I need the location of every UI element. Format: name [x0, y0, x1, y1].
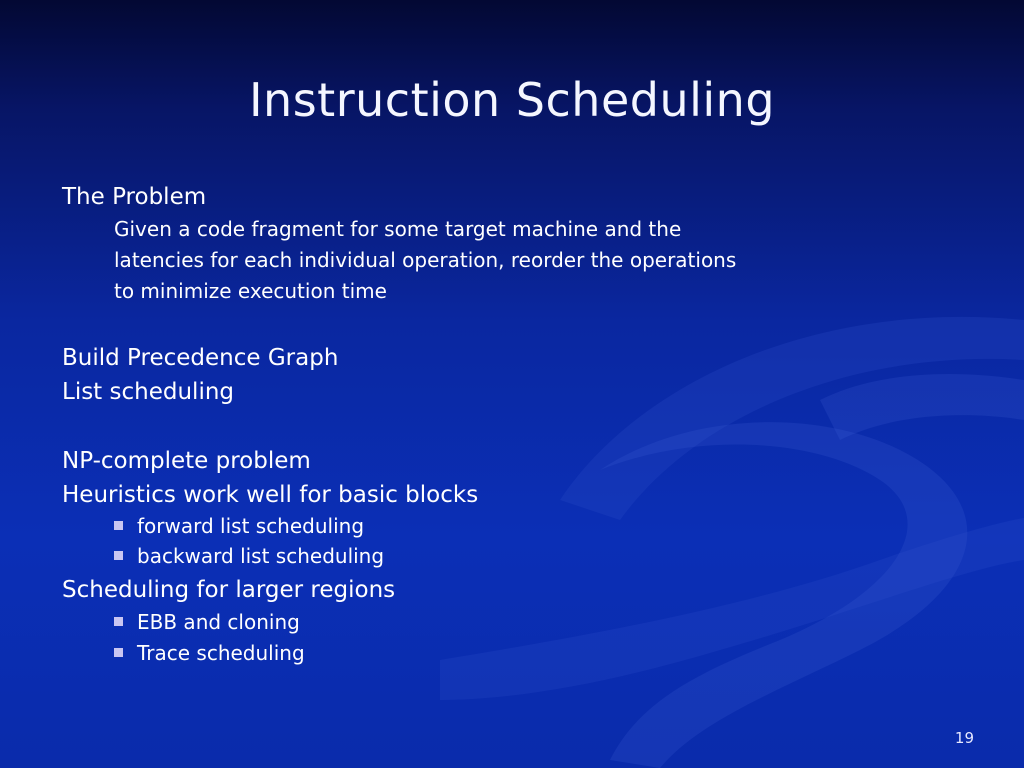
square-bullet-icon	[114, 648, 123, 657]
square-bullet-icon	[114, 551, 123, 560]
slide-title: Instruction Scheduling	[248, 73, 776, 127]
list-item	[114, 638, 305, 668]
square-bullet-icon	[114, 617, 123, 626]
heuristics: Heuristics work well for basic blocks	[62, 482, 479, 508]
problem-heading: The Problem	[62, 184, 207, 210]
list-item-label: forward list scheduling	[137, 514, 365, 538]
swirl-band-faint	[820, 374, 1024, 440]
build-precedence-graph: Build Precedence Graph	[62, 345, 339, 371]
list-item-label: backward list scheduling	[137, 544, 385, 568]
np-complete: NP-complete problem	[62, 448, 311, 474]
page-number: 19	[954, 729, 974, 747]
problem-desc-line-1: Given a code fragment for some target machine and the	[114, 217, 682, 241]
square-bullet-icon	[114, 521, 123, 530]
problem-desc-line-2: latencies for each individual operation, reorder the operations	[114, 248, 737, 272]
list-item	[114, 607, 300, 637]
problem-desc-line-3: to minimize execution time	[114, 279, 387, 303]
larger-regions: Scheduling for larger regions	[62, 577, 396, 603]
list-item-label: Trace scheduling	[137, 641, 305, 665]
list-item-label: EBB and cloning	[137, 610, 300, 634]
list-scheduling: List scheduling	[62, 379, 235, 405]
list-item	[114, 511, 364, 541]
swirl-band-upper	[560, 317, 1024, 520]
list-item	[114, 541, 384, 571]
